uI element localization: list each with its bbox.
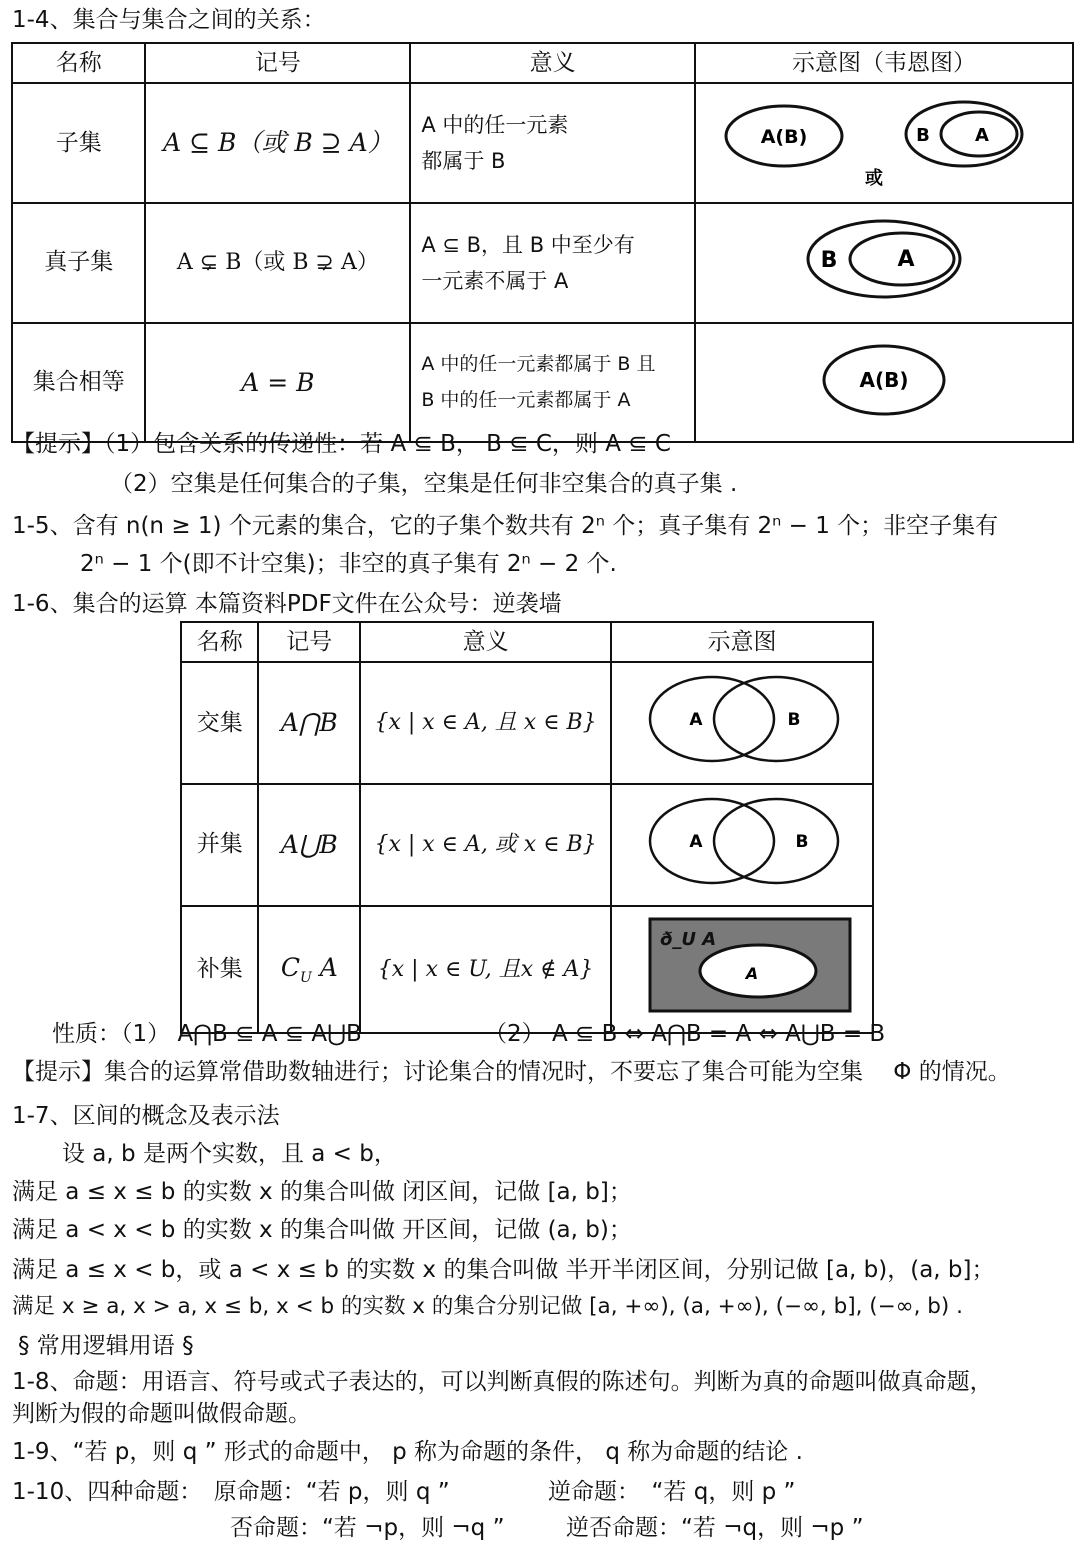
union-venn-diagram [612, 785, 872, 897]
label-b: B [820, 247, 838, 273]
label-a: A [975, 125, 989, 146]
venn-cell [695, 83, 1073, 203]
row-name: 子集 [12, 83, 145, 203]
section-1-7-line-5: 满足 x ≥ a, x > a, x ≤ b, x < b 的实数 x 的集合分别记做 [a, +∞), (a, +∞), (−∞, b], (−∞, b) . [12, 1294, 963, 1319]
section-heading-1-6: 1-6、集合的运算 本篇资料PDF文件在公众号：逆袭墙 [12, 591, 562, 617]
tip-line-1: 【提示】（1）包含关系的传递性：若 A ⊆ B， B ⊆ C，则 A ⊆ C [12, 431, 671, 457]
row-name: 并集 [181, 784, 258, 906]
section-1-7-line-1: 设 a, b 是两个实数，且 a < b， [62, 1141, 397, 1167]
row-meaning: {x | x ∈ A, 且 x ∈ B} [360, 662, 611, 784]
section-1-8-line-2: 判断为假的命题叫做假命题。 [12, 1401, 311, 1427]
meaning-line: 一元素不属于 A [421, 268, 569, 293]
venn-cell [611, 906, 873, 1034]
label-or: 或 [865, 168, 883, 189]
table-row [12, 203, 1073, 323]
col-header-diagram: 示意图（韦恩图） [695, 43, 1073, 83]
section-1-10-converse: 逆命题： “若 q，则 p ” [548, 1479, 796, 1505]
set-relation-table [11, 42, 1074, 443]
complement-venn-diagram [612, 907, 872, 1025]
label-a: A [689, 710, 703, 730]
tip-line-2: （2）空集是任何集合的子集，空集是任何非空集合的真子集 . [110, 471, 738, 497]
row-meaning [410, 83, 695, 203]
circle-a [650, 799, 774, 883]
section-1-10-inverse: 否命题：“若 ¬p，则 ¬q ” [230, 1515, 505, 1541]
proper-subset-venn-diagram [696, 204, 1072, 314]
row-name: 补集 [181, 906, 258, 1034]
row-meaning: {x | x ∈ U, 且x ∉ A} [360, 906, 611, 1034]
section-1-7-line-3: 满足 a < x < b 的实数 x 的集合叫做 开区间，记做 (a, b)； [12, 1217, 632, 1243]
section-1-9: 1-9、“若 p，则 q ” 形式的命题中， p 称为命题的条件， q 称为命题的结论 . [12, 1439, 803, 1465]
row-name: 真子集 [12, 203, 145, 323]
logic-section-heading: § 常用逻辑用语 § [18, 1333, 194, 1359]
section-1-7-line-2: 满足 a ≤ x ≤ b 的实数 x 的集合叫做 闭区间，记做 [a, b]； [12, 1179, 632, 1205]
col-header-name: 名称 [181, 622, 258, 662]
tip-2: 【提示】集合的运算常借助数轴进行；讨论集合的情况时，不要忘了集合可能为空集 Φ 的情况。 [12, 1059, 1011, 1085]
section-1-8-line-1: 1-8、命题：用语言、符号或式子表达的，可以判断真假的陈述句。判断为真的命题叫做真命题， [12, 1369, 993, 1395]
table-row [181, 784, 873, 906]
section-1-7-line-4: 满足 a ≤ x < b，或 a < x ≤ b 的实数 x 的集合叫做 半开半闭区间，分别记做 [a, b)，(a, b]； [12, 1257, 995, 1283]
row-symbol: A = B [145, 323, 410, 443]
row-symbol: A ⊊ B（或 B ⊋ A） [145, 203, 410, 323]
col-header-meaning: 意义 [410, 43, 695, 83]
meaning-line: A 中的任一元素 [421, 112, 569, 137]
venn-cell [611, 784, 873, 906]
row-name: 交集 [181, 662, 258, 784]
table-row [181, 906, 873, 1034]
col-header-symbol: 记号 [145, 43, 410, 83]
venn-cell [695, 323, 1073, 443]
row-name: 集合相等 [12, 323, 145, 443]
intersection-venn-diagram [612, 663, 872, 775]
table-row [181, 662, 873, 784]
subset-venn-diagram [696, 84, 1072, 194]
table-row [12, 323, 1073, 443]
label-ab: A(B) [859, 367, 909, 392]
circle-a [650, 677, 774, 761]
meaning-line: B 中的任一元素都属于 A [421, 389, 631, 412]
row-meaning [410, 203, 695, 323]
section-1-10-contrapositive: 逆否命题：“若 ¬q，则 ¬p ” [566, 1515, 864, 1541]
row-symbol: A⋂B [258, 662, 360, 784]
col-header-diagram: 示意图 [611, 622, 873, 662]
section-1-5-line-1: 1-5、含有 n(n ≥ 1) 个元素的集合，它的子集个数共有 2ⁿ 个；真子集有 2ⁿ − 1 个；非空子集有 [12, 513, 999, 539]
equal-sets-venn-diagram [696, 324, 1072, 434]
venn-cell [695, 203, 1073, 323]
label-a: A [689, 831, 703, 852]
table-row [12, 83, 1073, 203]
row-symbol: A⋃B [258, 784, 360, 906]
label-b: B [795, 831, 809, 852]
meaning-line: 都属于 B [421, 148, 506, 173]
complement-label: ð_U A [660, 928, 717, 950]
section-heading-1-7: 1-7、区间的概念及表示法 [12, 1103, 280, 1129]
col-header-symbol: 记号 [258, 622, 360, 662]
col-header-meaning: 意义 [360, 622, 611, 662]
circle-b [714, 799, 838, 883]
row-meaning [410, 323, 695, 443]
section-1-5-line-2: 2ⁿ − 1 个(即不计空集)；非空的真子集有 2ⁿ − 2 个. [80, 551, 617, 577]
section-heading-1-4: 1-4、集合与集合之间的关系： [12, 7, 326, 33]
label-a: A [897, 246, 915, 272]
row-symbol: A ⊆ B（或 B ⊇ A） [145, 83, 410, 203]
meaning-line: A ⊆ B，且 B 中至少有 [421, 232, 635, 257]
property-2: （2） A ⊆ B ⇔ A⋂B = A ⇔ A⋃B = B [484, 1021, 886, 1047]
label-b: B [916, 125, 930, 146]
set-operation-table [180, 621, 874, 1034]
section-1-10-original: 1-10、四种命题： 原命题：“若 p，则 q ” [12, 1479, 450, 1505]
col-header-name: 名称 [12, 43, 145, 83]
meaning-line: A 中的任一元素都属于 B 且 [421, 353, 656, 376]
row-symbol: $C_U$ A [258, 906, 360, 1034]
property-1: 性质：（1） A⋂B ⊆ A ⊆ A⋃B [52, 1021, 362, 1047]
circle-b [714, 677, 838, 761]
label-ab: A(B) [760, 126, 808, 148]
venn-cell [611, 662, 873, 784]
row-meaning: {x | x ∈ A, 或 x ∈ B} [360, 784, 611, 906]
label-a: A [745, 963, 759, 983]
label-b: B [787, 710, 801, 730]
